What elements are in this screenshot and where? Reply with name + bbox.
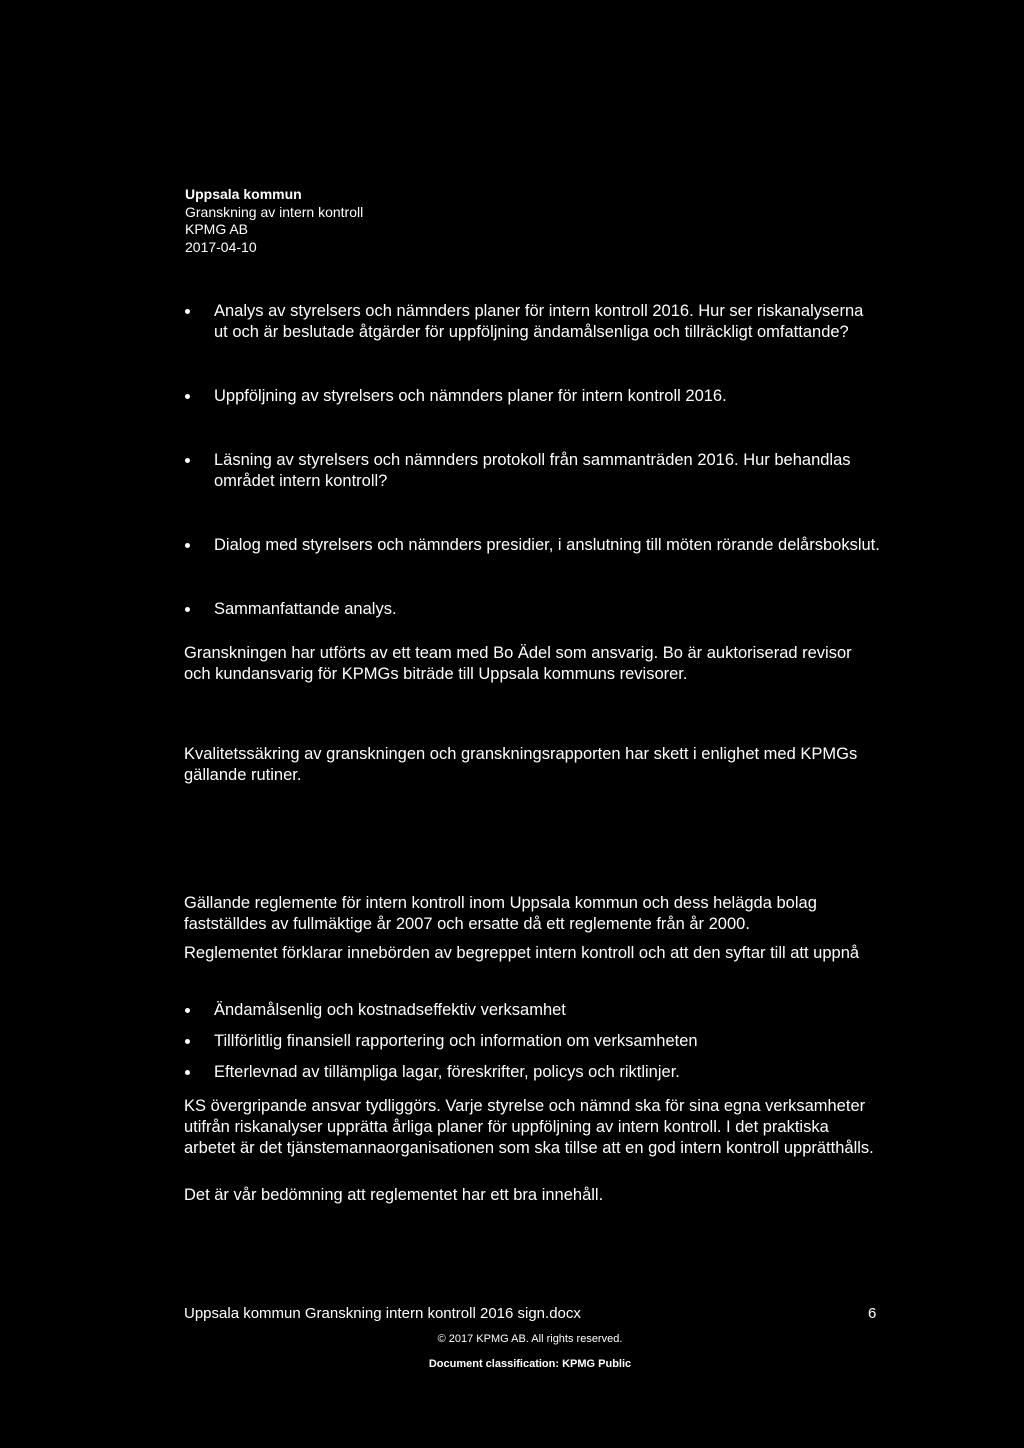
list-item: Ändamålsenlig och kostnadseffektiv verksamhet	[184, 1000, 880, 1021]
header-organization: Uppsala kommun	[185, 186, 302, 202]
method-list	[184, 301, 880, 663]
team-paragraph: Granskningen har utförts av ett team med Bo Ädel som ansvarig. Bo är auktoriserad revisor och kundansvarig för KPMGs biträde till Uppsala kommuns revisorer.	[184, 644, 852, 683]
header-subtitle: Granskning av intern kontroll	[185, 203, 364, 220]
document-header	[185, 186, 363, 256]
reglemente-purpose-paragraph: Reglementet förklarar innebörden av begreppet intern kontroll och att den syftar till att uppnå	[184, 944, 860, 962]
header-date: 2017-04-10	[185, 238, 257, 255]
list-item: Läsning av styrelsers och nämnders protokoll från sammanträden 2016. Hur behandlas området intern kontroll?	[184, 450, 880, 492]
page-number: 6	[868, 1305, 877, 1322]
list-item: Analys av styrelsers och nämnders planer för intern kontroll 2016. Hur ser riskanalyserna ut och är beslutade åtgärder för uppföljning ändamålsenliga och tillräckligt omfattande?	[184, 301, 880, 343]
reglemente-paragraph: Gällande reglemente för intern kontroll inom Uppsala kommun och dess helägda bolag fastställdes av fullmäktige år 2007 och ersatte då ett reglemente från år 2000.	[184, 894, 817, 933]
footer-document-name: Uppsala kommun Granskning intern kontroll 2016 sign.docx	[184, 1305, 581, 1322]
list-item: Dialog med styrelsers och nämnders presidier, i anslutning till möten rörande delårsbokslut.	[184, 535, 880, 556]
footer-copyright: © 2017 KPMG AB. All rights reserved.	[437, 1333, 623, 1345]
ks-paragraph: KS övergripande ansvar tydliggörs. Varje styrelse och nämnd ska för sina egna verksamheter utifrån riskanalyser upprätta årliga planer för uppföljning av intern kontroll. I det praktiska arbetet är det tjänstemannaorganisationen som ska tillse att en god intern kontroll upprätthålls.	[184, 1097, 874, 1157]
list-item: Sammanfattande analys.	[184, 599, 880, 620]
list-item: Tillförlitlig finansiell rapportering och information om verksamheten	[184, 1031, 880, 1052]
list-item: Uppföljning av styrelsers och nämnders planer för intern kontroll 2016.	[184, 386, 880, 407]
header-company: KPMG AB	[185, 221, 249, 237]
goal-list	[184, 1000, 880, 1093]
footer-classification: Document classification: KPMG Public	[428, 1358, 632, 1370]
list-item: Efterlevnad av tillämpliga lagar, föreskrifter, policys och riktlinjer.	[184, 1062, 880, 1083]
assessment-paragraph: Det är vår bedömning att reglementet har ett bra innehåll.	[184, 1186, 604, 1204]
quality-paragraph: Kvalitetssäkring av granskningen och granskningsrapporten har skett i enlighet med KPMGs gällande rutiner.	[184, 745, 858, 784]
